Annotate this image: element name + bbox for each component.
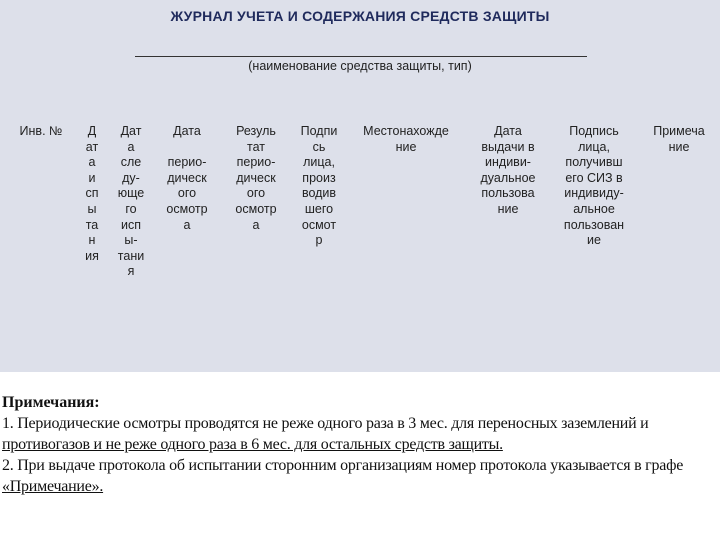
column-header-inspector-signature: Подпи сь лица, произ водив шего осмот р [300, 124, 338, 248]
equipment-name-caption: (наименование средства защиты, тип) [248, 59, 472, 73]
column-header-issue-date: Дата выдачи в индиви- дуальное пользова ние [480, 124, 536, 216]
note-1-line-1: 1. Периодические осмотры проводятся не реже одного раза в 3 мес. для переносных заземлений и [2, 415, 649, 432]
journal-title: ЖУРНАЛ УЧЕТА И СОДЕРЖАНИЯ СРЕДСТВ ЗАЩИТЫ [170, 8, 550, 24]
column-header-inspection-date: Дата перио- дическ ого осмотр а [166, 124, 208, 232]
column-header-location: Местонахожде ние [363, 124, 449, 154]
column-header-inspection-result: Резуль тат перио- дическ ого осмотр а [235, 124, 277, 232]
column-header-recipient-signature: Подпись лица, получивш его СИЗ в индивиду- альное пользован ие [563, 124, 625, 248]
note-2-line-2: «Примечание». [2, 478, 104, 495]
notes-section [0, 392, 720, 497]
equipment-name-line [135, 56, 587, 57]
column-header-test-date: Д ат а и сп ы та н ия [85, 124, 99, 263]
notes-heading: Примечания: [2, 394, 100, 411]
note-1-line-2: противогазов и не реже одного раза в 6 мес. для остальных средств защиты. [2, 436, 503, 453]
column-header-next-test-date: Дат а сле ду- юще го исп ы- тани я [117, 124, 145, 279]
note-2-line-1: 2. При выдаче протокола об испытании сторонним организациям номер протокола указывается в графе [2, 457, 684, 474]
column-header-inventory-number: Инв. № [19, 124, 63, 138]
column-header-note: Примеча ние [653, 124, 705, 154]
